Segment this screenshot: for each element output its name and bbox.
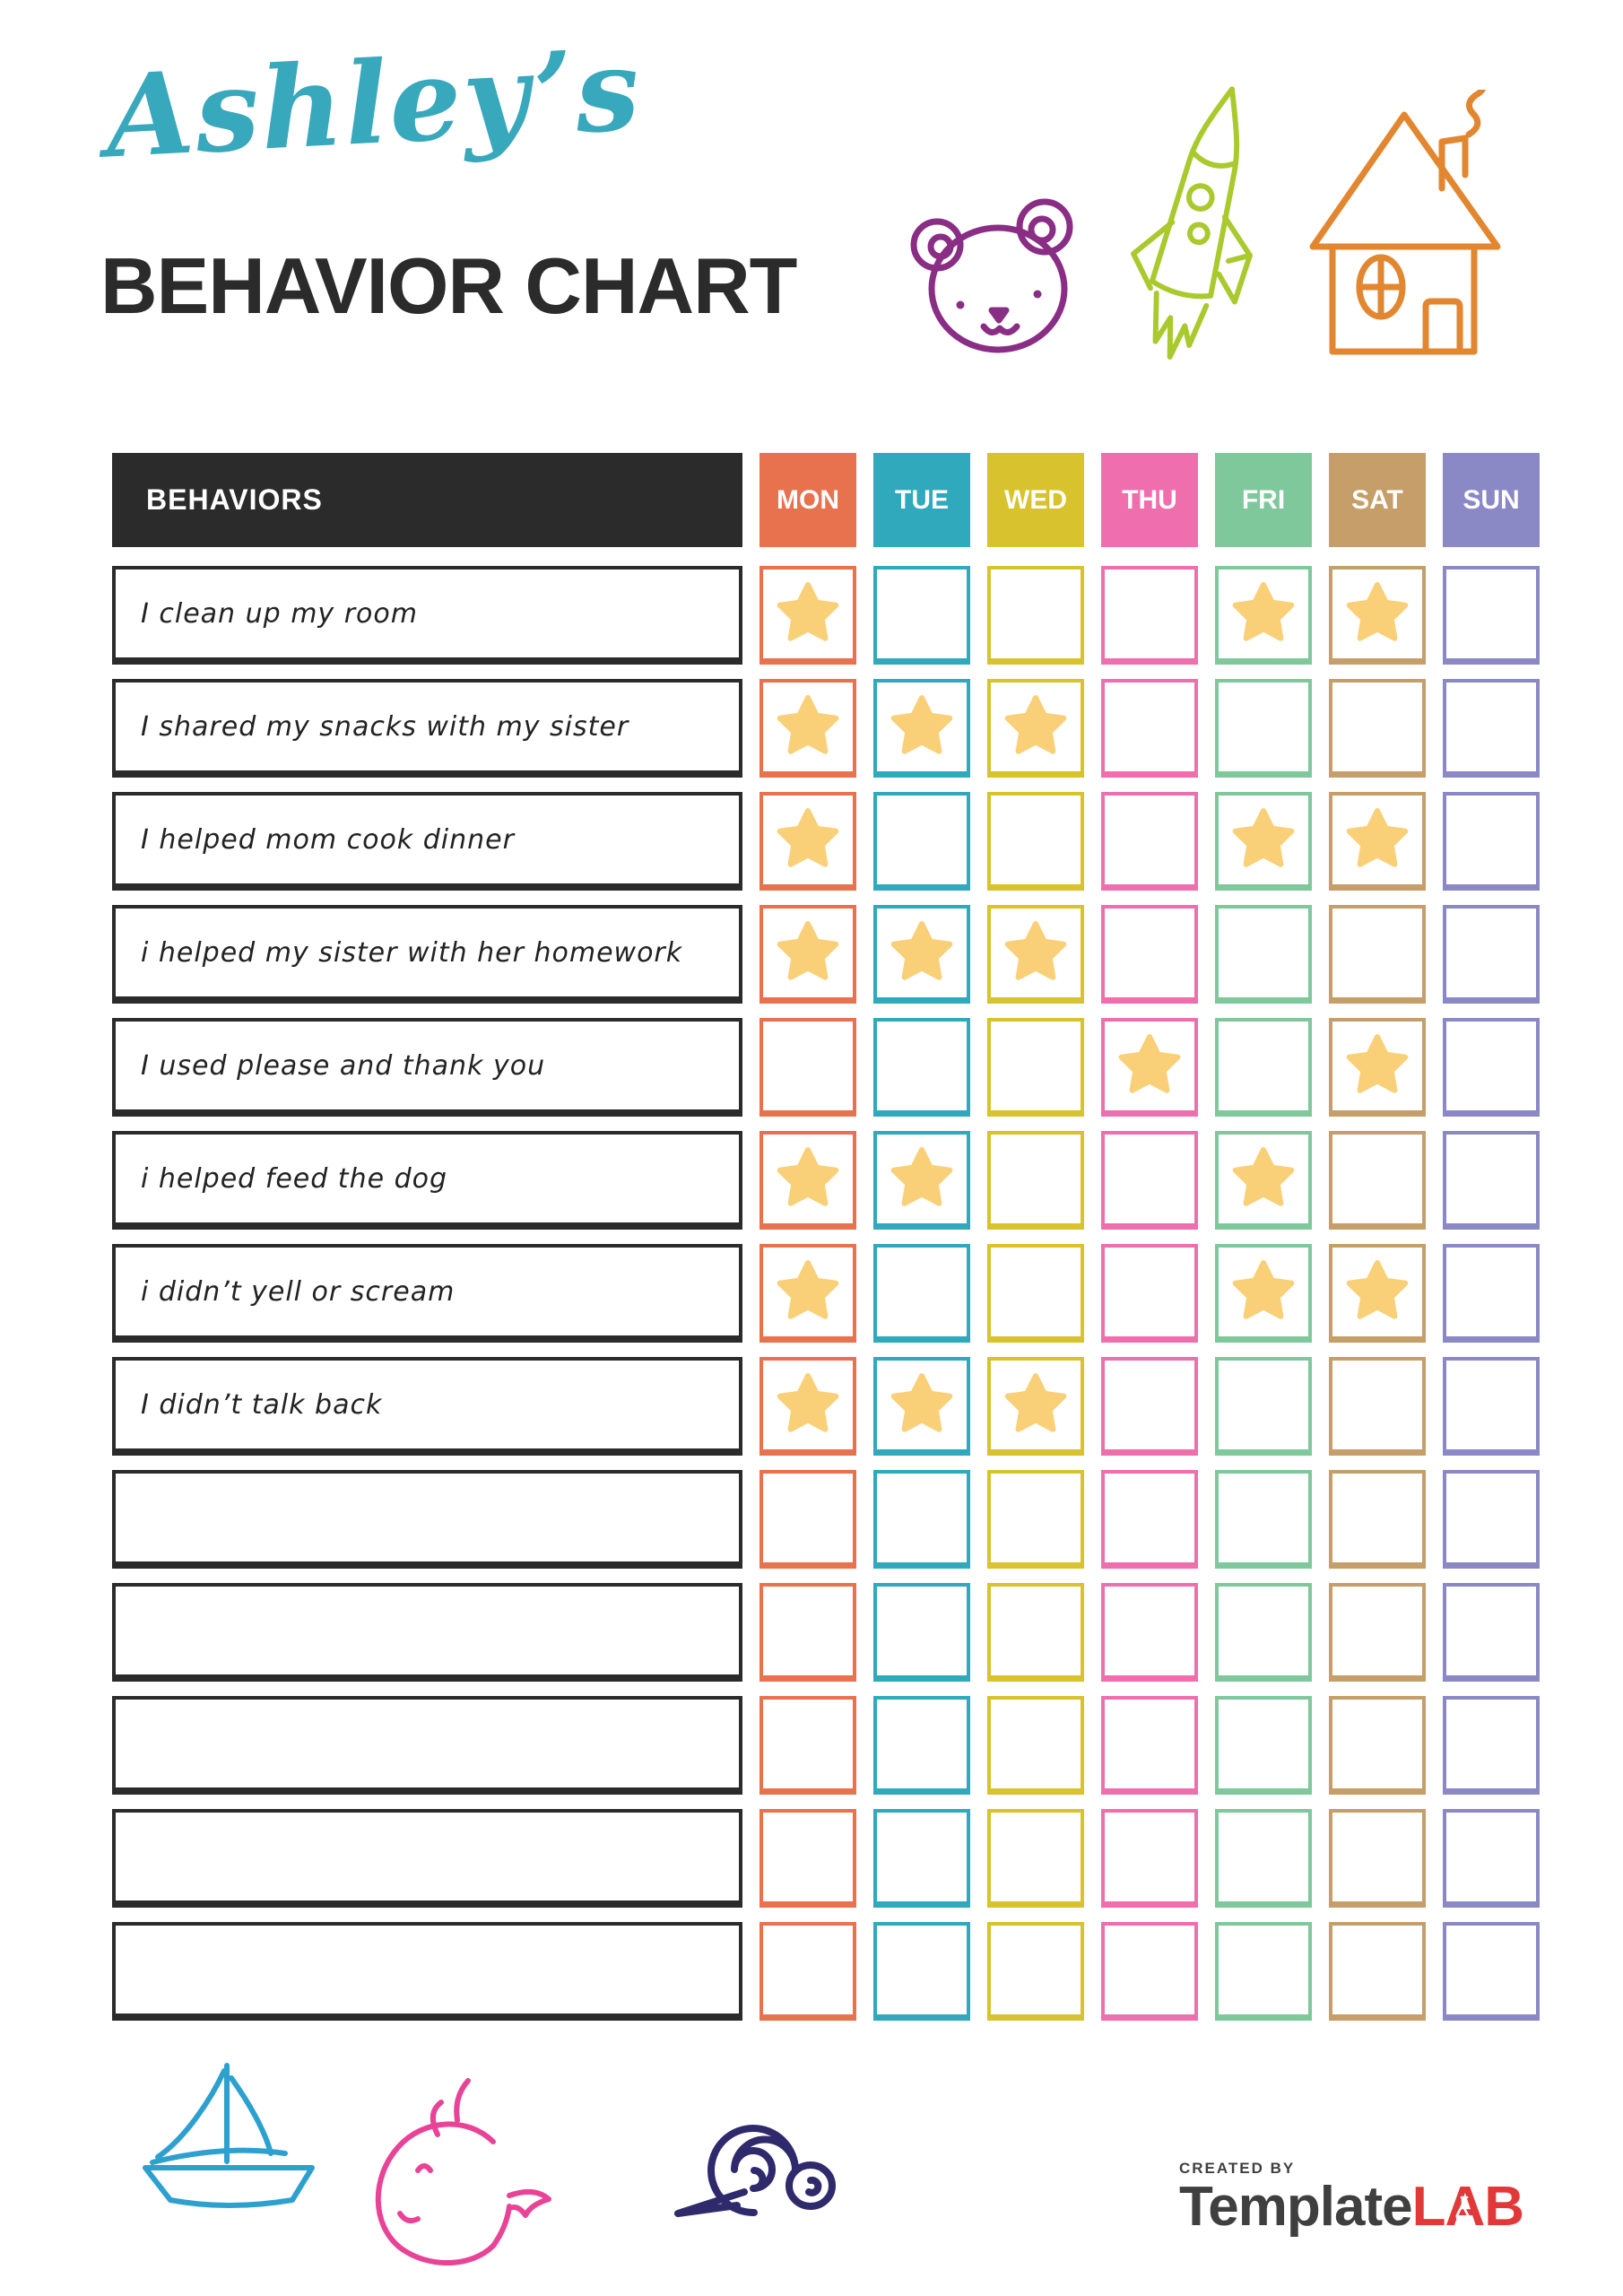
day-cell-1-sat[interactable]	[1329, 566, 1426, 665]
page-title: BEHAVIOR CHART	[100, 241, 797, 330]
day-cell-13-sun[interactable]	[1443, 1922, 1540, 2021]
day-cell-11-mon[interactable]	[759, 1696, 856, 1795]
day-cell-9-wed[interactable]	[987, 1470, 1084, 1569]
star-icon	[775, 1146, 841, 1213]
star-icon	[1002, 920, 1069, 987]
day-cell-4-sun[interactable]	[1443, 905, 1540, 1004]
day-cell-5-wed[interactable]	[987, 1018, 1084, 1117]
star-icon	[775, 1259, 841, 1326]
brand-lab-text: LA B	[1411, 2176, 1524, 2238]
star-icon	[1230, 1259, 1297, 1326]
day-cell-3-fri[interactable]	[1215, 792, 1312, 891]
day-cell-11-sun[interactable]	[1443, 1696, 1540, 1795]
day-cell-11-thu[interactable]	[1101, 1696, 1198, 1795]
star-icon	[1230, 581, 1297, 648]
star-icon	[775, 1372, 841, 1439]
day-cell-7-thu[interactable]	[1101, 1244, 1198, 1343]
day-cell-10-wed[interactable]	[987, 1583, 1084, 1682]
day-cell-10-fri[interactable]	[1215, 1583, 1312, 1682]
star-icon	[775, 807, 841, 874]
child-name-title: Ashley’s	[102, 22, 645, 184]
star-icon	[1344, 807, 1410, 874]
day-cell-1-mon[interactable]	[759, 566, 856, 665]
day-cell-11-fri[interactable]	[1215, 1696, 1312, 1795]
day-cell-13-tue[interactable]	[873, 1922, 970, 2021]
day-cell-1-thu[interactable]	[1101, 566, 1198, 665]
day-cell-3-wed[interactable]	[987, 792, 1084, 891]
star-icon	[1344, 1259, 1410, 1326]
day-cell-6-thu[interactable]	[1101, 1131, 1198, 1230]
day-cell-5-fri[interactable]	[1215, 1018, 1312, 1117]
day-cell-9-fri[interactable]	[1215, 1470, 1312, 1569]
day-cell-8-sat[interactable]	[1329, 1357, 1426, 1456]
day-cell-13-wed[interactable]	[987, 1922, 1084, 2021]
day-cell-5-mon[interactable]	[759, 1018, 856, 1117]
day-cell-8-tue[interactable]	[873, 1357, 970, 1456]
behavior-table	[112, 453, 1540, 2021]
behavior-label-2: I shared my snacks with my sister	[112, 679, 742, 778]
day-cell-11-wed[interactable]	[987, 1696, 1084, 1795]
flask-icon	[1454, 2196, 1474, 2222]
day-cell-6-wed[interactable]	[987, 1131, 1084, 1230]
day-cell-9-sun[interactable]	[1443, 1470, 1540, 1569]
rocket-icon	[1121, 79, 1282, 380]
star-icon	[1002, 694, 1069, 761]
star-icon	[775, 581, 841, 648]
day-cell-8-wed[interactable]	[987, 1357, 1084, 1456]
day-cell-6-mon[interactable]	[759, 1131, 856, 1230]
day-cell-9-sat[interactable]	[1329, 1470, 1426, 1569]
behavior-label-7: i didn’t yell or scream	[112, 1244, 742, 1343]
behavior-label-9	[112, 1470, 742, 1569]
day-cell-1-fri[interactable]	[1215, 566, 1312, 665]
day-header-wed: WED	[987, 453, 1084, 547]
star-icon	[775, 694, 841, 761]
created-by-label: CREATED BY	[1179, 2160, 1296, 2177]
day-cell-4-tue[interactable]	[873, 905, 970, 1004]
day-cell-1-wed[interactable]	[987, 566, 1084, 665]
star-icon	[889, 694, 955, 761]
behavior-label-5: I used please and thank you	[112, 1018, 742, 1117]
day-cell-3-sat[interactable]	[1329, 792, 1426, 891]
day-cell-10-thu[interactable]	[1101, 1583, 1198, 1682]
day-cell-1-sun[interactable]	[1443, 566, 1540, 665]
whale-icon	[359, 2061, 569, 2266]
day-cell-7-fri[interactable]	[1215, 1244, 1312, 1343]
day-cell-5-sat[interactable]	[1329, 1018, 1426, 1117]
day-cell-9-mon[interactable]	[759, 1470, 856, 1569]
day-cell-2-wed[interactable]	[987, 679, 1084, 778]
day-cell-13-thu[interactable]	[1101, 1922, 1198, 2021]
day-cell-1-tue[interactable]	[873, 566, 970, 665]
star-icon	[775, 920, 841, 987]
day-cell-4-fri[interactable]	[1215, 905, 1312, 1004]
brand-template-text: Template	[1179, 2176, 1412, 2238]
behavior-label-10	[112, 1583, 742, 1682]
day-cell-8-thu[interactable]	[1101, 1357, 1198, 1456]
day-cell-7-mon[interactable]	[759, 1244, 856, 1343]
day-cell-7-sun[interactable]	[1443, 1244, 1540, 1343]
day-cell-10-sat[interactable]	[1329, 1583, 1426, 1682]
day-header-fri: FRI	[1215, 453, 1312, 547]
day-cell-12-sun[interactable]	[1443, 1809, 1540, 1908]
day-cell-6-fri[interactable]	[1215, 1131, 1312, 1230]
day-cell-7-wed[interactable]	[987, 1244, 1084, 1343]
day-header-tue: TUE	[873, 453, 970, 547]
behavior-label-12	[112, 1809, 742, 1908]
day-header-sun: SUN	[1443, 453, 1540, 547]
day-cell-12-fri[interactable]	[1215, 1809, 1312, 1908]
snail-icon	[628, 2103, 838, 2224]
day-cell-12-wed[interactable]	[987, 1809, 1084, 1908]
day-cell-4-sat[interactable]	[1329, 905, 1426, 1004]
day-cell-9-thu[interactable]	[1101, 1470, 1198, 1569]
day-cell-2-thu[interactable]	[1101, 679, 1198, 778]
day-cell-12-mon[interactable]	[759, 1809, 856, 1908]
day-cell-5-tue[interactable]	[873, 1018, 970, 1117]
behavior-label-3: I helped mom cook dinner	[112, 792, 742, 891]
day-cell-10-mon[interactable]	[759, 1583, 856, 1682]
behavior-label-8: I didn’t talk back	[112, 1357, 742, 1456]
day-cell-8-mon[interactable]	[759, 1357, 856, 1456]
day-cell-2-fri[interactable]	[1215, 679, 1312, 778]
day-cell-2-sat[interactable]	[1329, 679, 1426, 778]
day-cell-8-fri[interactable]	[1215, 1357, 1312, 1456]
behavior-label-11	[112, 1696, 742, 1795]
day-cell-3-sun[interactable]	[1443, 792, 1540, 891]
behavior-label-13	[112, 1922, 742, 2021]
day-cell-6-sat[interactable]	[1329, 1131, 1426, 1230]
star-icon	[1344, 1033, 1410, 1100]
day-cell-12-sat[interactable]	[1329, 1809, 1426, 1908]
day-cell-13-fri[interactable]	[1215, 1922, 1312, 2021]
behaviors-column-header: BEHAVIORS	[112, 453, 742, 547]
star-icon	[1344, 581, 1410, 648]
day-cell-11-sat[interactable]	[1329, 1696, 1426, 1795]
behavior-label-4: i helped my sister with her homework	[112, 905, 742, 1004]
day-cell-3-mon[interactable]	[759, 792, 856, 891]
day-cell-13-sat[interactable]	[1329, 1922, 1426, 2021]
day-cell-11-tue[interactable]	[873, 1696, 970, 1795]
star-icon	[1116, 1033, 1183, 1100]
day-cell-12-tue[interactable]	[873, 1809, 970, 1908]
day-cell-5-thu[interactable]	[1101, 1018, 1198, 1117]
day-cell-2-sun[interactable]	[1443, 679, 1540, 778]
day-cell-13-mon[interactable]	[759, 1922, 856, 2021]
day-header-sat: SAT	[1329, 453, 1426, 547]
star-icon	[889, 920, 955, 987]
teddy-bear-icon	[907, 188, 1098, 357]
day-cell-5-sun[interactable]	[1443, 1018, 1540, 1117]
day-cell-6-tue[interactable]	[873, 1131, 970, 1230]
day-cell-6-sun[interactable]	[1443, 1131, 1540, 1230]
day-cell-3-thu[interactable]	[1101, 792, 1198, 891]
house-icon	[1307, 90, 1505, 359]
day-cell-2-tue[interactable]	[873, 679, 970, 778]
star-icon	[1002, 1372, 1069, 1439]
star-icon	[1230, 807, 1297, 874]
day-cell-4-thu[interactable]	[1101, 905, 1198, 1004]
day-cell-2-mon[interactable]	[759, 679, 856, 778]
sailboat-icon	[135, 2058, 325, 2213]
day-cell-7-sat[interactable]	[1329, 1244, 1426, 1343]
day-cell-3-tue[interactable]	[873, 792, 970, 891]
star-icon	[1230, 1146, 1297, 1213]
day-cell-10-sun[interactable]	[1443, 1583, 1540, 1682]
star-icon	[889, 1372, 955, 1439]
brand-name	[1179, 2178, 1523, 2236]
behavior-label-1: I clean up my room	[112, 566, 742, 665]
templatelab-logo	[1179, 2160, 1523, 2236]
day-cell-12-thu[interactable]	[1101, 1809, 1198, 1908]
day-cell-4-mon[interactable]	[759, 905, 856, 1004]
day-cell-9-tue[interactable]	[873, 1470, 970, 1569]
day-cell-7-tue[interactable]	[873, 1244, 970, 1343]
day-header-thu: THU	[1101, 453, 1198, 547]
day-cell-8-sun[interactable]	[1443, 1357, 1540, 1456]
day-cell-4-wed[interactable]	[987, 905, 1084, 1004]
day-header-mon: MON	[759, 453, 856, 547]
day-cell-10-tue[interactable]	[873, 1583, 970, 1682]
behavior-label-6: i helped feed the dog	[112, 1131, 742, 1230]
star-icon	[889, 1146, 955, 1213]
